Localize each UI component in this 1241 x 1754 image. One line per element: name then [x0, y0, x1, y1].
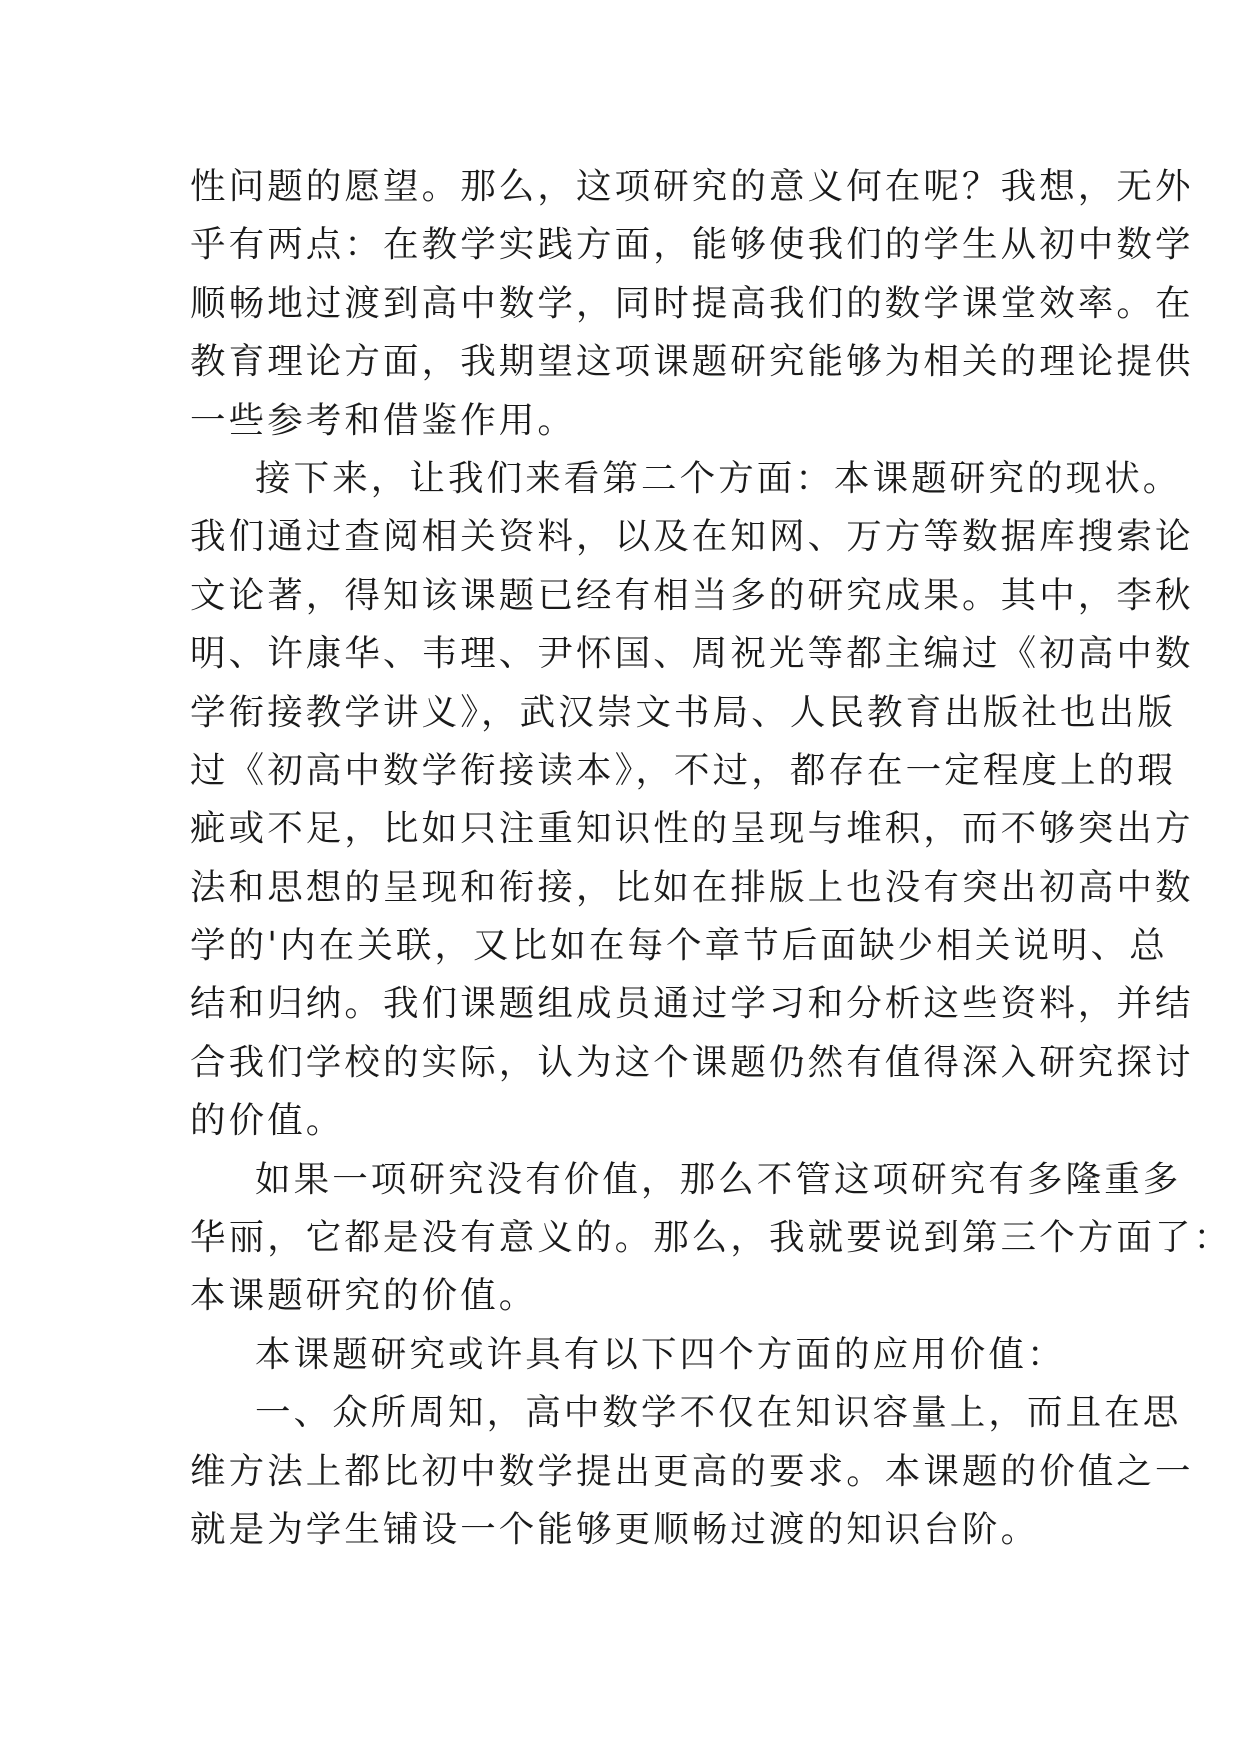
- text-line: 如果一项研究没有价值，那么不管这项研究有多隆重多: [255, 1158, 1182, 1200]
- paragraph: [190, 158, 1194, 450]
- text-line: 华丽，它都是没有意义的。那么，我就要说到第三个方面了：: [190, 1217, 1233, 1259]
- paragraph: [190, 450, 1194, 1151]
- paragraph: [190, 1326, 1066, 1384]
- text-line: 本课题研究或许具有以下四个方面的应用价值：: [255, 1333, 1066, 1375]
- text-line: 法和思想的呈现和衔接，比如在排版上也没有突出初高中数: [190, 866, 1194, 908]
- text-line: 顺畅地过渡到高中数学，同时提高我们的数学课堂效率。在: [190, 282, 1194, 324]
- text-line: 文论著，得知该课题已经有相当多的研究成果。其中，李秋: [190, 574, 1194, 616]
- text-line: 一些参考和借鉴作用。: [190, 399, 577, 441]
- body-text: [190, 158, 1233, 1559]
- text-line: 过《初高中数学衔接读本》，不过，都存在一定程度上的瑕: [190, 749, 1176, 791]
- text-line: 明、许康华、韦理、尹怀国、周祝光等都主编过《初高中数: [190, 633, 1194, 675]
- text-line: 合我们学校的实际，认为这个课题仍然有值得深入研究探讨: [190, 1041, 1194, 1083]
- text-line: 疵或不足，比如只注重知识性的呈现与堆积，而不够突出方: [190, 808, 1194, 850]
- text-line: 的价值。: [190, 1100, 345, 1142]
- text-line: 本课题研究的价值。: [190, 1275, 538, 1317]
- text-line: 一、众所周知，高中数学不仅在知识容量上，而且在思: [255, 1392, 1182, 1434]
- text-line: 性问题的愿望。那么，这项研究的意义何在呢？我想，无外: [190, 166, 1194, 207]
- paragraph: [190, 1384, 1194, 1559]
- text-line: 学衔接教学讲义》，武汉崇文书局、人民教育出版社也出版: [190, 691, 1176, 733]
- text-line: 学的'内在关联，又比如在每个章节后面缺少相关说明、总: [190, 925, 1168, 967]
- text-line: 我们通过查阅相关资料，以及在知网、万方等数据库搜索论: [190, 516, 1194, 558]
- text-line: 乎有两点：在教学实践方面，能够使我们的学生从初中数学: [190, 224, 1194, 266]
- text-line: 就是为学生铺设一个能够更顺畅过渡的知识台阶。: [190, 1508, 1040, 1550]
- paragraph: [190, 1151, 1233, 1326]
- text-line: 结和归纳。我们课题组成员通过学习和分析这些资料，并结: [190, 983, 1194, 1025]
- text-line: 维方法上都比初中数学提出更高的要求。本课题的价值之一: [190, 1450, 1194, 1492]
- text-line: 教育理论方面，我期望这项课题研究能够为相关的理论提供: [190, 341, 1194, 383]
- text-line: 接下来，让我们来看第二个方面：本课题研究的现状。: [255, 457, 1182, 499]
